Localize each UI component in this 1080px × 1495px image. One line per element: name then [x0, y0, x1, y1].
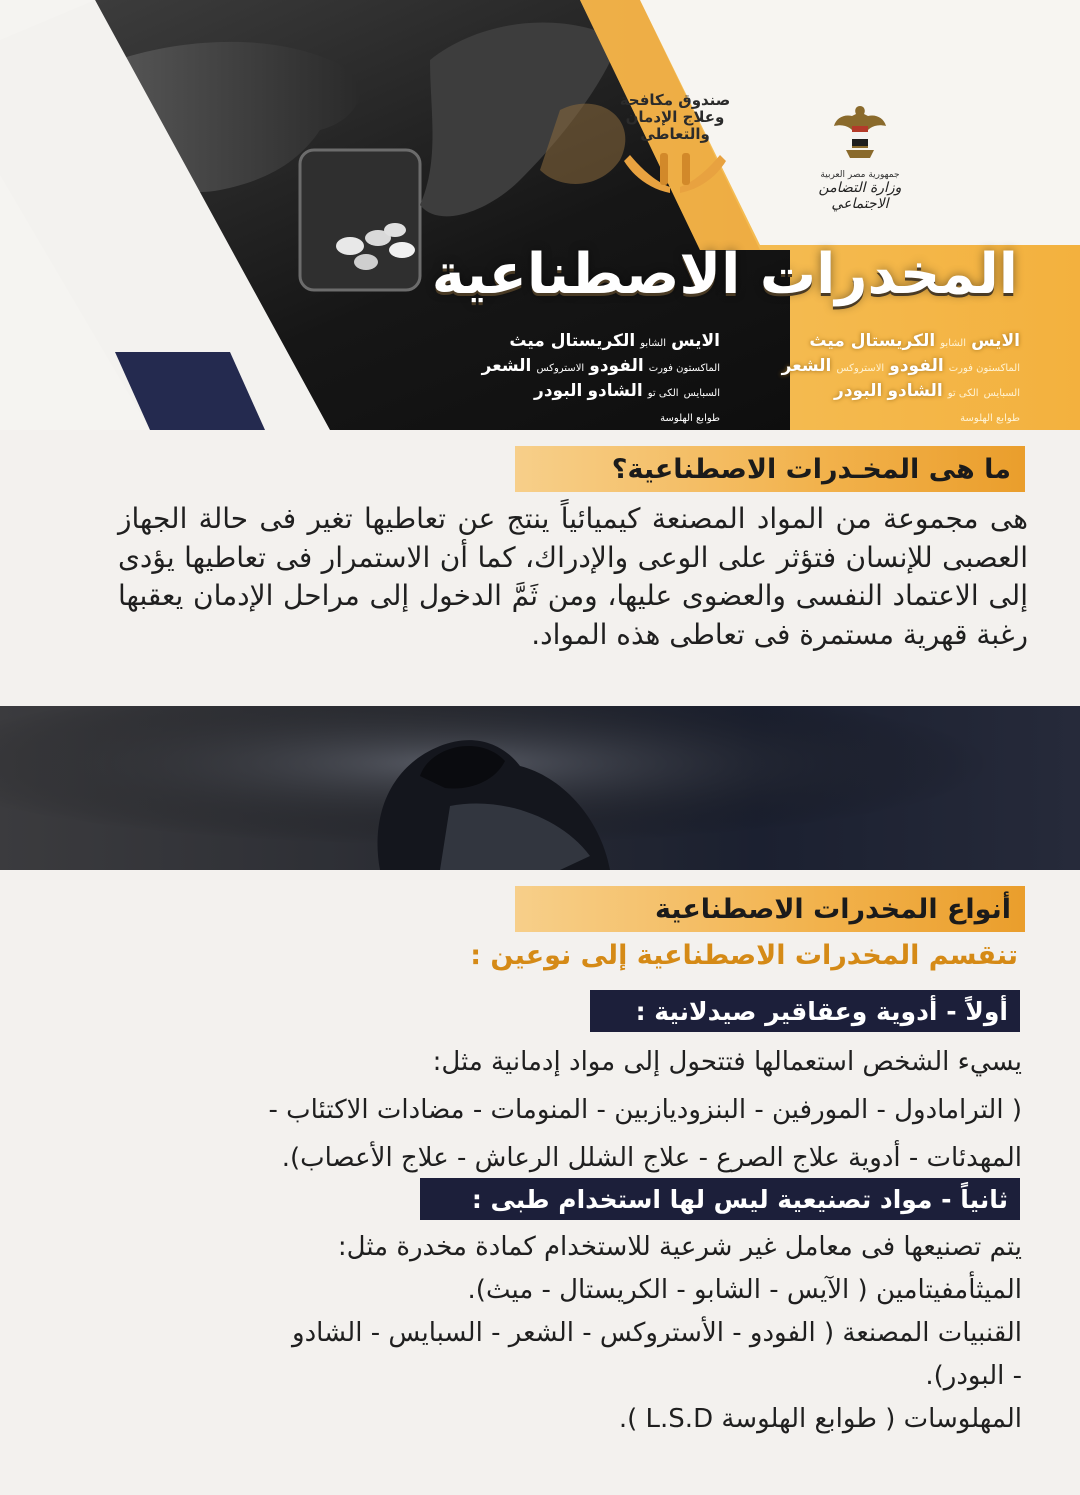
text-line: المهدئات - أدوية علاج الصرع - علاج الشلل الرعاش - علاج الأعصاب). — [281, 1143, 1022, 1173]
hero-banner — [0, 0, 1080, 430]
jar-photo — [300, 150, 420, 290]
hands-logo-icon — [620, 147, 730, 195]
section-heading-types — [515, 886, 1025, 932]
drug-name: البودر — [834, 381, 883, 401]
text-line: ( الترامادول - المورفين - البنزوديازبين - المنومات - مضادات الاكتئاب - — [268, 1095, 1022, 1125]
fund-logo-line-1: صندوق مكافحة — [619, 91, 731, 109]
types-subheading: تنقسم المخدرات الاصطناعية إلى نوعين : — [470, 940, 1018, 971]
ministry-country: جمهورية مصر العربية — [820, 170, 900, 180]
eagle-emblem-icon — [832, 102, 888, 164]
drug-name: الشعر — [781, 356, 832, 376]
fund-logo — [600, 92, 750, 195]
drug-names-right — [760, 330, 1020, 430]
fund-logo-line-3: والتعاطى — [640, 125, 710, 143]
drug-name: السبايس — [683, 388, 720, 399]
drug-name: الكى تو — [647, 388, 679, 399]
names-row — [460, 355, 720, 380]
fund-logo-line-2: وعلاج الإدمان — [625, 108, 725, 126]
text-line: يسيء الشخص استعمالها فتتحول إلى مواد إدمانية مثل: — [432, 1047, 1022, 1077]
names-row — [460, 330, 720, 355]
drug-name: الماكستون فورت — [948, 363, 1020, 374]
type2-text — [112, 1226, 1022, 1441]
drug-name: الكريستال ميث — [809, 331, 936, 351]
drug-name: الفودو — [589, 356, 644, 376]
section-heading-text: أنواع المخدرات الاصطناعية — [654, 893, 1011, 925]
drug-name: الكريستال ميث — [509, 331, 636, 351]
definition-paragraph: هى مجموعة من المواد المصنعة كيميائياً ينتج عن تعاطيها تغير فى حالة الجهاز العصبى للإنسان فتؤثر على الوعى والإدراك، كما أن الاستمرار فى تعاطيها يؤدى إلى الاعتماد النفسى والعضوى عليها، ومن ثَمَّ الدخول إلى مراحل الإدمان يعقبها رغبة قهرية مستمرة فى تعاطى هذه المواد. — [118, 502, 1028, 651]
names-row — [760, 380, 1020, 405]
names-row — [760, 355, 1020, 380]
drug-name: البودر — [534, 381, 583, 401]
drug-name: الاستروكس — [536, 363, 585, 374]
text-line: القنبيات المصنعة ( الفودو - الأستروكس - الشعر - السبايس - الشادو — [292, 1318, 1022, 1348]
ministry-logo — [790, 102, 930, 212]
drug-name: الايس — [671, 331, 720, 351]
drug-name: الشادو — [587, 381, 643, 401]
drug-name: الفودو — [889, 356, 944, 376]
names-row — [760, 405, 1020, 430]
drug-name: الشادو — [887, 381, 943, 401]
names-row — [760, 330, 1020, 355]
drug-name: الشابو — [640, 338, 666, 349]
text-line: المهلوسات ( طوابع الهلوسة L.S.D ). — [618, 1404, 1022, 1434]
drug-name: السبايس — [983, 388, 1020, 399]
ministry-name: وزارة التضامن الاجتماعي — [818, 180, 902, 212]
drug-name: الشعر — [481, 356, 532, 376]
type1-label: أولاً - أدوية وعقاقير صيدلانية : — [590, 990, 1020, 1032]
text-line: الميثأمفيتامين ( الآيس - الشابو - الكريستال - ميث). — [467, 1275, 1022, 1305]
drug-name: الشابو — [940, 338, 966, 349]
drug-names-left — [460, 330, 720, 430]
names-row — [460, 380, 720, 405]
hooded-person-photo — [0, 706, 1080, 870]
type1-text — [112, 1038, 1022, 1182]
logos-area — [600, 92, 930, 232]
drug-name: الايس — [971, 331, 1020, 351]
text-line: - البودر). — [925, 1361, 1022, 1391]
type2-label: ثانياً - مواد تصنيعية ليس لها استخدام طبى : — [420, 1178, 1020, 1220]
drug-name: الماكستون فورت — [648, 363, 720, 374]
drug-name: الكى تو — [947, 388, 979, 399]
text-line: يتم تصنيعها فى معامل غير شرعية للاستخدام كمادة مخدرة مثل: — [337, 1232, 1022, 1262]
section-heading-text: ما هى المخـدرات الاصطناعية؟ — [611, 453, 1011, 485]
drug-name: طوابع الهلوسة — [960, 413, 1020, 424]
drug-name: طوابع الهلوسة — [660, 413, 720, 424]
section-heading-what-is — [515, 446, 1025, 492]
names-row — [460, 405, 720, 430]
drug-name: الاستروكس — [836, 363, 885, 374]
hero-title: المخدرات الاصطناعية — [431, 242, 1018, 307]
